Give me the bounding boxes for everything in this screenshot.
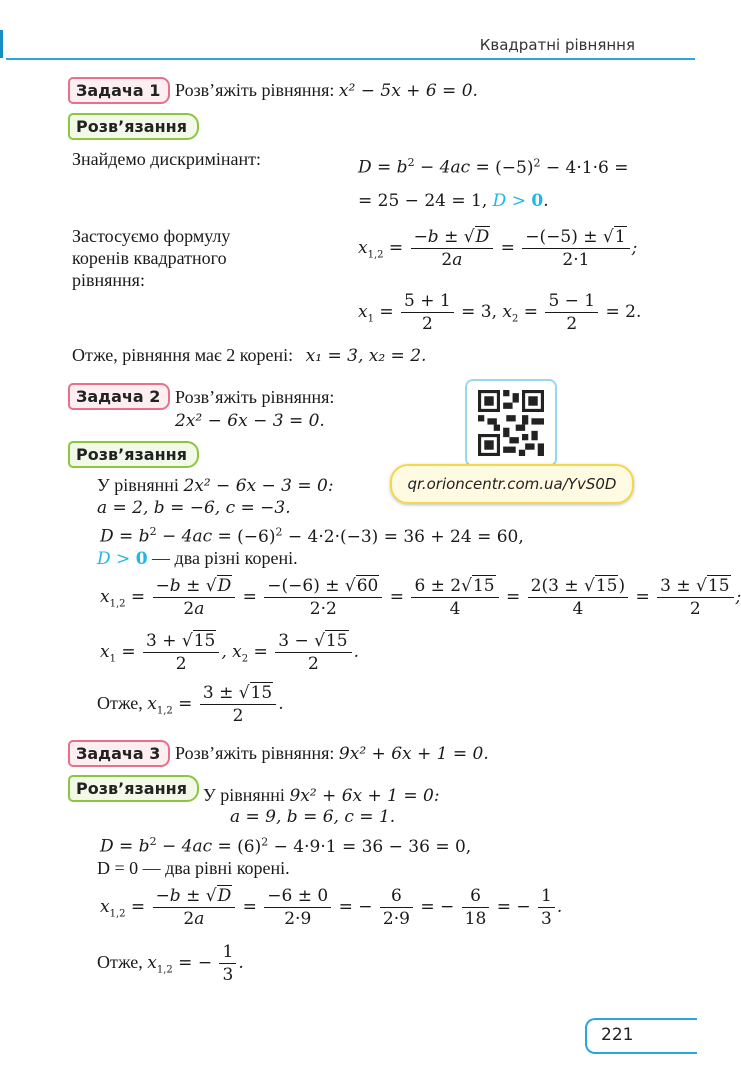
- qr-url[interactable]: qr.orioncentr.com.ua/YvS0D: [407, 475, 617, 493]
- task3-formula: $x_{1,2}$ = $\frac{-b \pm √D}{2a}$ = $\frac{-6 \pm 0}{2\cdot 9}$ = − $\frac{6}{2\cdot 9}$ = − $\frac{6}{18}$ = − $\frac{1}{3}$ .: [100, 886, 563, 929]
- task2-label: Задача 2: [68, 383, 170, 410]
- header-title: Квадратні рівняння: [479, 36, 635, 54]
- task1-step2-text: Застосуємо формулу коренів квадратного рівняння:: [72, 226, 231, 290]
- task2-prompt: Розв’яжіть рівняння:: [175, 387, 335, 407]
- qr-code-icon: [478, 390, 544, 456]
- task1-equation: x² − 5x + 6 = 0.: [338, 81, 478, 101]
- task3-discriminant: $D = b^2 - 4ac = (6)^2 - 4\cdot 9\cdot 1 = 36 - 36 = 0$,: [100, 835, 472, 857]
- task3-line1-eq: 9x² + 6x + 1 = 0:: [289, 786, 440, 806]
- task2-answer: $x_{1,2}$ = $\frac{3 \pm √15}{2}$ .: [147, 683, 284, 726]
- task2-line1-eq: 2x² − 6x − 3 = 0:: [183, 476, 334, 496]
- task1-discriminant-value: = 25 − 24 = 1, D > 0.: [358, 191, 549, 211]
- task2-disc-note: — два різні корені.: [152, 548, 298, 568]
- page-number-box: [585, 1018, 697, 1054]
- header-left-mark: [0, 30, 3, 58]
- task1-step1-text: Знайдемо дискримінант:: [72, 149, 261, 169]
- header-bar: [0, 30, 695, 60]
- task2-line1: [97, 474, 334, 497]
- task3-disc-note: D = 0 — два рівні корені.: [97, 858, 290, 878]
- task3-prompt-text: Розв’яжіть рівняння:: [175, 743, 335, 763]
- task3-coeffs: a = 9, b = 6, c = 1.: [230, 807, 396, 827]
- task1-roots-calc: $x_1$ = $\frac{5 + 1}{2}$ = 3, $x_2$ = $\frac{5 - 1}{2}$ = 2.: [358, 291, 642, 334]
- task1-formula: $x_{1,2}$ = $\frac{-b \pm √D}{2a}$ = $\frac{-(-5) \pm √1}{2\cdot 1}$ ;: [358, 227, 638, 270]
- task2-formula: $x_{1,2}$ = $\frac{-b \pm √D}{2a}$ = $\frac{-(-6) \pm √60}{2\cdot 2}$ = $\frac{6 \pm 2√15}{4}$ = $\frac{2(3 \pm √15)}{4}$ = $\frac{3 \pm √15}{2}$ ;: [100, 576, 741, 619]
- task2-line1-text: У рівнянні: [97, 475, 179, 495]
- task3-conclusion-text: Отже,: [97, 952, 143, 972]
- task2-roots-calc: $x_1$ = $\frac{3 + √15}{2}$ , $x_2$ = $\frac{3 - √15}{2}$ .: [100, 631, 359, 674]
- task2-disc-sign: [97, 547, 298, 570]
- task1-prompt: [175, 79, 478, 102]
- header-line: [6, 58, 695, 60]
- task1-solution-label: Розв’язання: [68, 113, 199, 140]
- qr-link[interactable]: [390, 464, 634, 504]
- task2-equation: 2x² − 6x − 3 = 0.: [175, 411, 325, 431]
- task1-prompt-text: Розв’яжіть рівняння:: [175, 80, 335, 100]
- task1-conclusion-text: Отже, рівняння має 2 корені:: [72, 345, 294, 365]
- task1-conclusion: [72, 344, 426, 367]
- task3-conclusion: [97, 941, 244, 986]
- page-number: 221: [601, 1025, 634, 1045]
- task3-label: Задача 3: [68, 740, 170, 767]
- task2-conclusion-text: Отже,: [97, 693, 143, 713]
- task3-prompt: [175, 742, 489, 765]
- task2-conclusion: [97, 682, 284, 727]
- task3-line1: [203, 784, 440, 807]
- task2-discriminant: $D = b^2 - 4ac = (-6)^2 - 4\cdot 2\cdot(-3) = 36 + 24 = 60$,: [100, 525, 524, 547]
- task1-discriminant: $D = b^2 - 4ac = (-5)^2 - 4\cdot 1\cdot 6$ =: [358, 156, 629, 178]
- task3-answer: $x_{1,2}$ = − $\frac{1}{3}$ .: [147, 942, 244, 985]
- task1-roots: x₁ = 3, x₂ = 2.: [305, 346, 427, 366]
- task2-coeffs: a = 2, b = −6, c = −3.: [97, 498, 291, 518]
- task3-equation: 9x² + 6x + 1 = 0.: [338, 744, 489, 764]
- task3-line1-text: У рівнянні: [203, 785, 285, 805]
- task3-solution-label: Розв’язання: [68, 775, 199, 802]
- task1-label: Задача 1: [68, 77, 170, 104]
- qr-code-box[interactable]: [465, 379, 557, 467]
- task2-disc-positive: D > 0: [97, 549, 148, 569]
- task2-solution-label: Розв’язання: [68, 441, 199, 468]
